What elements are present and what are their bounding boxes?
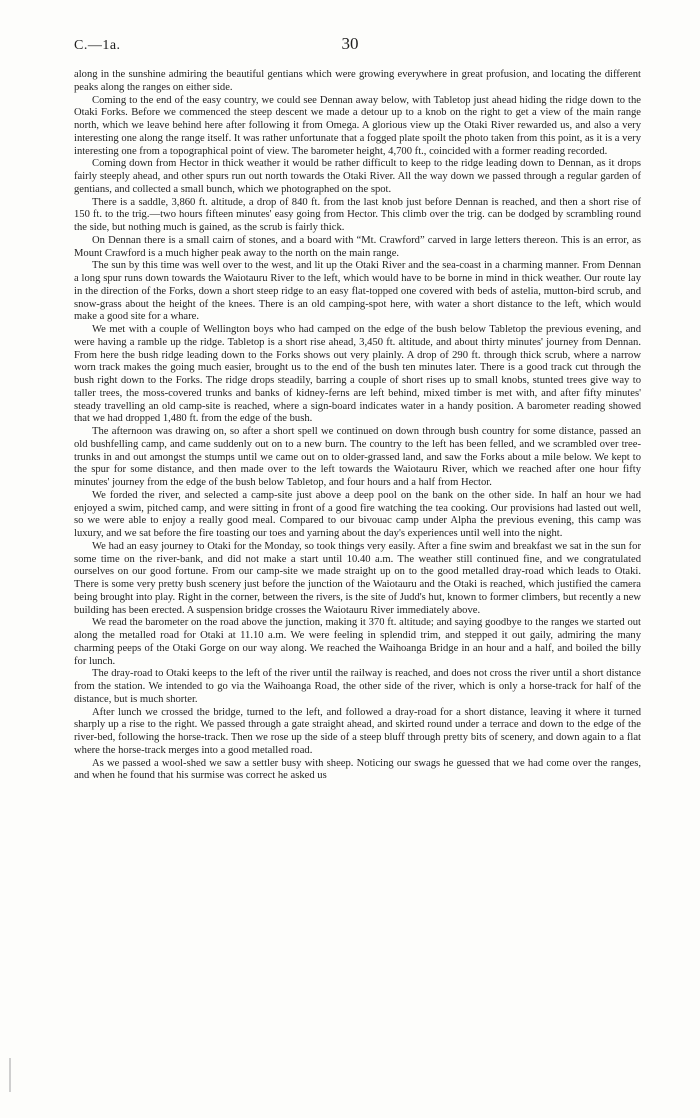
paragraph: The dray-road to Otaki keeps to the left of the river until the railway is reached, and does not cross the river until a short distance from the station. We intended to go via the Waihoanga Road, the other side of the river, which is only a horse-track for half of the distance, but is much shorter. [74,668,641,705]
page-header [74,34,626,56]
paragraph: There is a saddle, 3,860 ft. altitude, a drop of 840 ft. from the last knob just before Dennan is reached, and then a short rise of 150 ft. to the trig.—two hours fifteen minutes' easy going from Hector. This climb over the trig. can be dodged by scrambling round the side, but nothing much is gained, as the scrub is fairly thick. [74,196,641,233]
paragraph: The afternoon was drawing on, so after a short spell we continued on down through bush country for some distance, passed an old bushfelling camp, and came suddenly out on to a new burn. The country to the left has been felled, and we scrambled over tree-trunks in and out amongst the stumps until we came out on to older-grassed land, and saw the Forks about a mile below. We kept to the spur for some distance, and then made over to the left towards the Waiotauru River, which we reached after one hour fifty minutes' journey from the edge of the bush below Tabletop, and four hours and a half from Hector. [74,426,641,488]
paragraph: We read the barometer on the road above the junction, making it 370 ft. altitude; and saying goodbye to the ranges we started out along the metalled road for Otaki at 11.10 a.m. We were feeling in splendid trim, and stepped it out gaily, admiring the many charming peeps of the Otaki Gorge on our way along. We reached the Waihoanga Bridge in an hour and a half, and boiled the billy for lunch. [74,617,641,667]
paragraph: The sun by this time was well over to the west, and lit up the Otaki River and the sea-coast in a charming manner. From Dennan a long spur runs down towards the Waiotauru River to the left, which would have to be borne in mind in thick weather. Our route lay in the direction of the Forks, down a short steep ridge to an easy flat-topped one covered with beds of astelia, mutton-bird scrub, and snow-grass about the height of the knees. There is an old camping-spot here, with water a short distance to the left, which would make a good site for a whare. [74,260,641,323]
paragraph: We forded the river, and selected a camp-site just above a deep pool on the bank on the other side. In half an hour we had enjoyed a swim, pitched camp, and were sitting in front of a good fire watching the tea cooking. Our provisions had lasted out well, so we were able to enjoy a really good meal. Compared to our bivouac camp under Alpha the previous evening, this camp was luxury, and we sat before the fire toasting our toes and yarning about the day's experiences until well into the night. [74,489,641,539]
page-number: 30 [341,34,359,53]
paragraph: Coming to the end of the easy country, we could see Dennan away below, with Tabletop just ahead hiding the ridge down to the Otaki Forks. Before we commenced the steep descent we made a detour up to a knob on the right to get a view of the main range north, which we leave behind here after following it from Omega. A glorious view up the Otaki River rewarded us, and also a very interesting one along the range itself. It was rather unfortunate that a fogged plate spoilt the photo taken from this point, as it is a very interesting one from a topographical point of view. The barometer height, 4,700 ft., coincided with a former reading recorded. [74,94,641,157]
paragraph: After lunch we crossed the bridge, turned to the left, and followed a dray-road for a short distance, leaving it where it turned sharply up a rise to the right. We passed through a gate straight ahead, and skirted round under a terrace and down to the edge of the river-bed, following the horse-track. Then we rose up the side of a steep bluff through pretty bits of scenery, and down again to a flat where the horse-track merges into a good metalled road. [74,706,641,756]
margin-scan-mark [9,1058,11,1092]
paragraph: Coming down from Hector in thick weather it would be rather difficult to keep to the ridge leading down to Dennan, as it drops fairly steeply ahead, and other spurs run out north towards the Otaki River. All the way down we passed through a regular garden of gentians, and collected a small bunch, which we photographed on the spot. [74,158,641,195]
document-reference: C.—1a. [74,38,121,53]
paragraph: along in the sunshine admiring the beautiful gentians which were growing everywhere in great profusion, and locating the different peaks along the ranges on either side. [74,69,641,93]
paragraph: On Dennan there is a small cairn of stones, and a board with “Mt. Crawford” carved in large letters thereon. This is an error, as Mount Crawford is a much higher peak away to the north on the main range. [74,234,641,259]
paragraph: We met with a couple of Wellington boys who had camped on the edge of the bush below Tabletop the previous evening, and were having a ramble up the ridge. Tabletop is a short rise ahead, 3,450 ft. altitude, and about thirty minutes' journey from Dennan. From here the bush ridge leading down to the Forks shows out very plainly. A drop of 290 ft. through thick scrub, where a narrow worn track makes the going much easier, brought us to the end of the bush ten minutes later. There is a good track cut through the bush right down to the Forks. The ridge drops steadily, barring a couple of short rises up to small knobs, stunted trees give way to taller trees, the moss-covered trunks and banks of kidney-ferns are left behind, mixed timber is met with, and after fifty minutes' steady travelling an old camp-site is reached, where a sign-board indicates water in a handy position. A barometer reading showed that we had dropped 1,480 ft. from the edge of the bush. [74,324,641,425]
paragraph: As we passed a wool-shed we saw a settler busy with sheep. Noticing our swags he guessed that we had come over the ranges, and when he found that his surmise was correct he asked us [74,757,641,782]
body-text [74,69,641,783]
paragraph: We had an easy journey to Otaki for the Monday, so took things very easily. After a fine swim and breakfast we sat in the sun for some time on the river-bank, and did not make a start until 10.40 a.m. The weather still continued fine, and we congratulated ourselves on our good fortune. From our camp-site we made straight up on to the good metalled dray-road which leads to Otaki. There is some very pretty bush scenery just before the junction of the Waiotauru and the Otaki is reached, which justified the camera being brought into play. Right in the corner, between the rivers, is the site of Judd's hut, known to former climbers, but recently a new building has been erected. A suspension bridge crosses the Waiotauru River immediately above. [74,540,641,616]
